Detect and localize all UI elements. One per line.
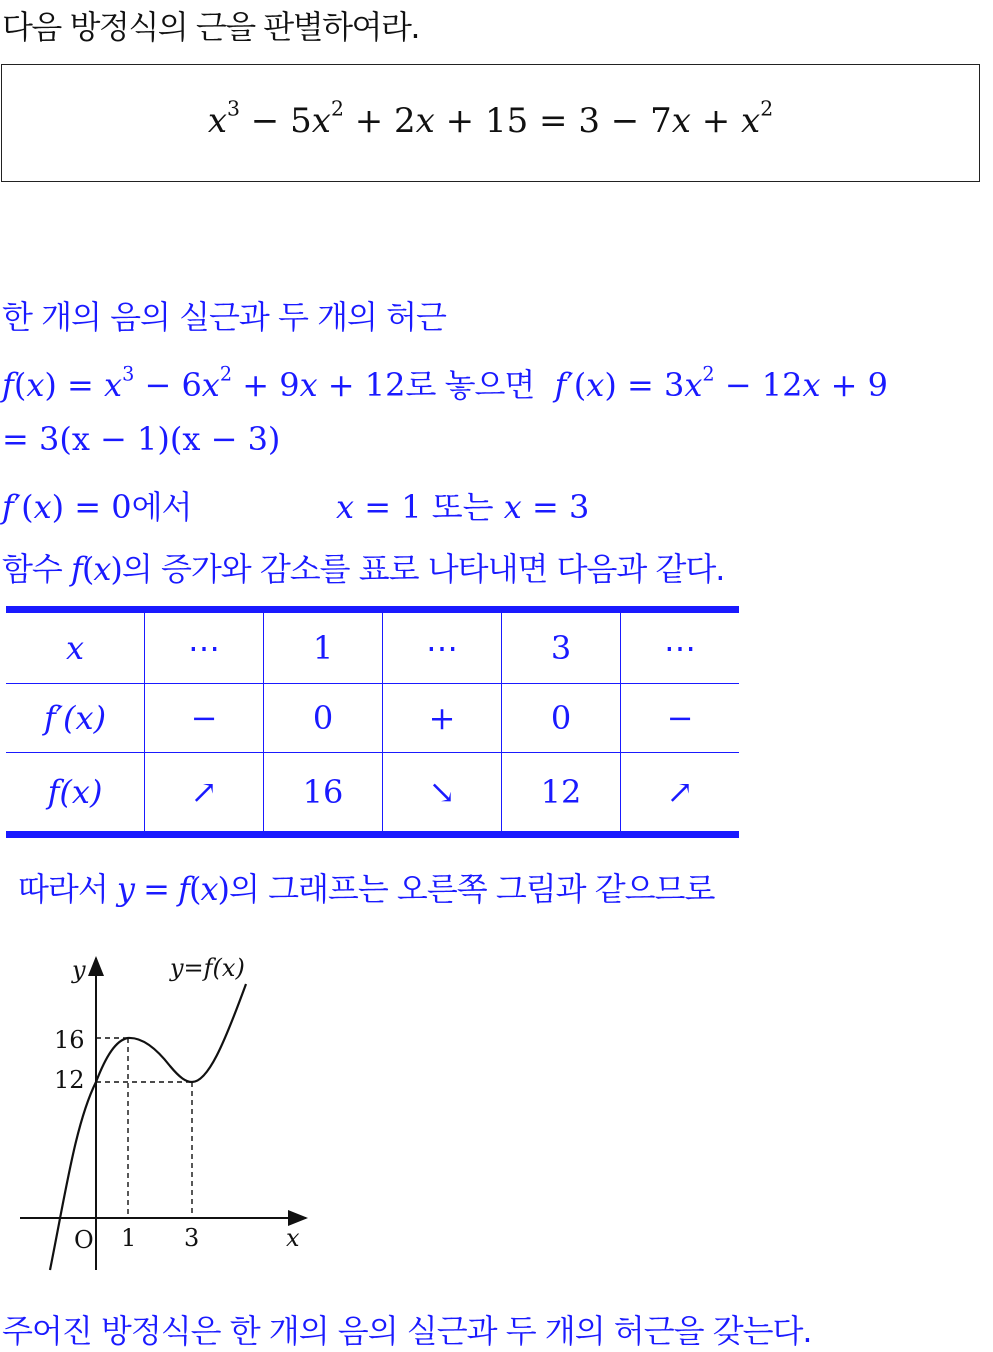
table-intro: 함수 f(x)의 증가와 감소를 표로 나타내면 다음과 같다. bbox=[2, 550, 725, 588]
table-row bbox=[6, 610, 739, 684]
x-tick-1: 1 bbox=[121, 1224, 137, 1252]
table-cell: x bbox=[6, 610, 145, 684]
critical-values: x = 1 또는 x = 3 bbox=[336, 488, 590, 526]
table-cell: − bbox=[621, 684, 740, 753]
y-tick-12: 12 bbox=[54, 1066, 85, 1094]
table-cell: f(x) bbox=[6, 753, 145, 835]
x-tick-3: 3 bbox=[184, 1224, 200, 1252]
critical-word: 에서 bbox=[131, 488, 192, 526]
table-cell: ⋯ bbox=[621, 610, 740, 684]
table-cell: f′(x) bbox=[6, 684, 145, 753]
problem-equation: $x^3 - 5x^2 + 2x + 15 = 3 - 7x + x^2$ bbox=[207, 96, 774, 141]
setup-text: 로 놓으면 bbox=[405, 366, 535, 404]
y-tick-16: 16 bbox=[54, 1026, 85, 1054]
y-axis-label: y bbox=[72, 956, 86, 984]
function-graph bbox=[14, 944, 334, 1280]
table-intro-b: 의 증가와 감소를 표로 나타내면 다음과 같다. bbox=[121, 550, 725, 588]
table-cell: 3 bbox=[502, 610, 621, 684]
table-row bbox=[6, 684, 739, 753]
f-definition-line: $f(x) = x^3 - 6x^2 + 9x + 12$로 놓으면 $f'(x) = 3x^2 - 12x + 9$ bbox=[2, 362, 889, 404]
graph-intro-b: 의 그래프는 오른쪽 그림과 같으므로 bbox=[229, 870, 715, 908]
table-cell: ⋯ bbox=[383, 610, 502, 684]
x-axis-label: x bbox=[286, 1224, 300, 1252]
table-cell: ↗ bbox=[145, 753, 264, 835]
table-cell: ↘ bbox=[383, 753, 502, 835]
table-cell: 16 bbox=[264, 753, 383, 835]
sign-table bbox=[6, 606, 739, 838]
table-cell: 12 bbox=[502, 753, 621, 835]
answer-line: 한 개의 음의 실근과 두 개의 허근 bbox=[2, 298, 446, 336]
guide-lines bbox=[96, 1038, 192, 1218]
table-cell: ↗ bbox=[621, 753, 740, 835]
problem-title: 다음 방정식의 근을 판별하여라. bbox=[2, 8, 420, 46]
table-row bbox=[6, 753, 739, 835]
graph-intro: 따라서 y = f(x)의 그래프는 오른쪽 그림과 같으므로 bbox=[18, 870, 715, 908]
critical-line: f′(x) = 0에서 bbox=[2, 488, 192, 526]
table-cell: + bbox=[383, 684, 502, 753]
table-cell: 1 bbox=[264, 610, 383, 684]
table-intro-a: 함수 bbox=[2, 550, 62, 588]
equation-box bbox=[1, 64, 980, 182]
table-cell: ⋯ bbox=[145, 610, 264, 684]
table-cell: 0 bbox=[502, 684, 621, 753]
curve-label: y=f(x) bbox=[170, 954, 245, 982]
conclusion: 주어진 방정식은 한 개의 음의 실근과 두 개의 허근을 갖는다. bbox=[2, 1312, 812, 1350]
factored-line: = 3(x − 1)(x − 3) bbox=[2, 420, 281, 458]
graph-intro-a: 따라서 bbox=[18, 870, 108, 908]
table-cell: 0 bbox=[264, 684, 383, 753]
critical-or: 또는 bbox=[431, 488, 494, 526]
table-cell: − bbox=[145, 684, 264, 753]
origin-label: O bbox=[74, 1226, 94, 1254]
